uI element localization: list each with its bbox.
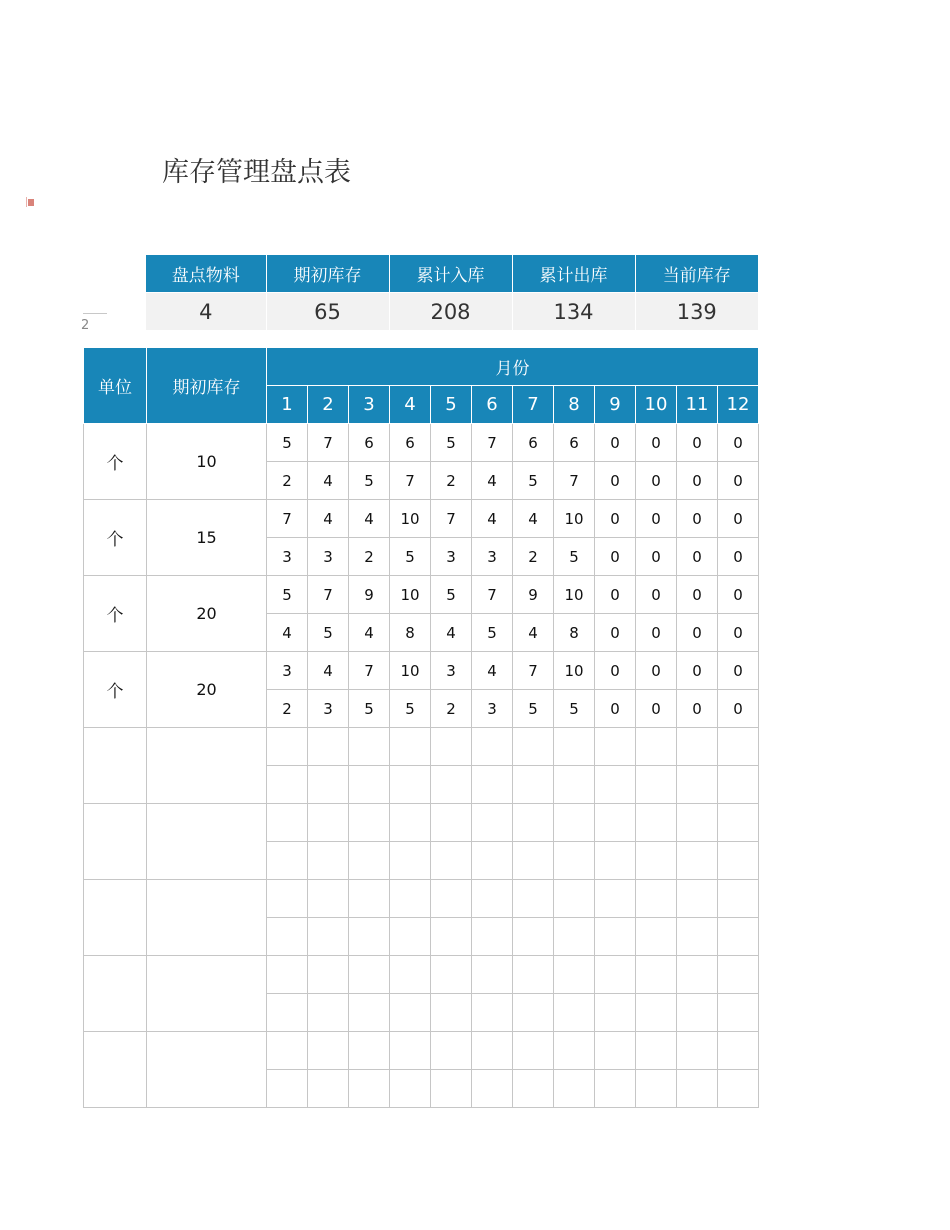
month-value-cell[interactable] [431,956,472,994]
month-value-cell[interactable]: 0 [636,576,677,614]
month-value-cell[interactable] [472,766,513,804]
month-value-cell[interactable]: 0 [718,538,759,576]
month-value-cell[interactable] [472,880,513,918]
month-value-cell[interactable] [431,728,472,766]
initial-stock-cell[interactable]: 10 [147,424,267,500]
month-value-cell[interactable] [595,804,636,842]
month-value-cell[interactable] [267,994,308,1032]
month-value-cell[interactable] [472,1032,513,1070]
month-value-cell[interactable] [636,804,677,842]
month-value-cell[interactable] [718,880,759,918]
month-value-cell[interactable] [554,804,595,842]
unit-cell[interactable]: 个 [84,424,147,500]
month-value-cell[interactable]: 0 [718,690,759,728]
month-value-cell[interactable]: 10 [554,576,595,614]
month-value-cell[interactable] [267,1070,308,1108]
month-value-cell[interactable]: 7 [308,424,349,462]
month-value-cell[interactable] [472,1070,513,1108]
month-value-cell[interactable] [718,842,759,880]
month-value-cell[interactable]: 0 [718,576,759,614]
month-value-cell[interactable] [513,880,554,918]
month-value-cell[interactable] [677,842,718,880]
month-value-cell[interactable]: 6 [554,424,595,462]
month-value-cell[interactable] [677,804,718,842]
month-value-cell[interactable]: 0 [677,690,718,728]
month-value-cell[interactable]: 10 [390,576,431,614]
month-value-cell[interactable]: 5 [349,462,390,500]
header-month-12: 12 [718,386,759,424]
cell-marker [28,199,34,206]
month-value-cell[interactable]: 5 [513,690,554,728]
month-value-cell[interactable] [636,994,677,1032]
month-value-cell[interactable] [267,1032,308,1070]
inventory-table [83,347,759,1108]
table-row [84,880,759,918]
month-value-cell[interactable]: 6 [513,424,554,462]
header-month-4: 4 [390,386,431,424]
month-value-cell[interactable] [349,766,390,804]
month-value-cell[interactable]: 10 [554,652,595,690]
month-value-cell[interactable]: 5 [349,690,390,728]
header-initial-stock: 期初库存 [147,348,267,424]
month-value-cell[interactable] [390,728,431,766]
month-value-cell[interactable]: 0 [595,424,636,462]
month-value-cell[interactable] [636,880,677,918]
month-value-cell[interactable] [513,956,554,994]
stub-divider [83,313,107,314]
header-month-10: 10 [636,386,677,424]
month-value-cell[interactable]: 0 [595,652,636,690]
month-value-cell[interactable] [390,1032,431,1070]
month-value-cell[interactable] [390,804,431,842]
month-value-cell[interactable]: 4 [308,500,349,538]
month-value-cell[interactable] [513,1032,554,1070]
month-value-cell[interactable]: 0 [718,652,759,690]
table-row [84,500,759,538]
month-value-cell[interactable]: 0 [718,614,759,652]
month-value-cell[interactable] [554,956,595,994]
month-value-cell[interactable] [349,842,390,880]
month-value-cell[interactable]: 8 [554,614,595,652]
unit-cell[interactable] [84,728,147,804]
initial-stock-cell[interactable]: 15 [147,500,267,576]
month-value-cell[interactable]: 10 [390,652,431,690]
month-value-cell[interactable] [636,842,677,880]
month-value-cell[interactable]: 0 [677,500,718,538]
summary-value-initial[interactable]: 65 [266,293,389,331]
month-value-cell[interactable]: 4 [349,500,390,538]
month-value-cell[interactable] [390,994,431,1032]
month-value-cell[interactable]: 0 [636,424,677,462]
month-value-cell[interactable] [554,1032,595,1070]
month-value-cell[interactable]: 7 [513,652,554,690]
month-value-cell[interactable] [349,956,390,994]
month-value-cell[interactable]: 4 [472,652,513,690]
month-value-cell[interactable] [636,1032,677,1070]
month-value-cell[interactable] [431,918,472,956]
month-value-cell[interactable] [308,994,349,1032]
month-value-cell[interactable] [595,1032,636,1070]
month-value-cell[interactable] [390,880,431,918]
month-value-cell[interactable] [595,918,636,956]
month-value-cell[interactable] [349,994,390,1032]
month-value-cell[interactable] [595,956,636,994]
month-value-cell[interactable]: 4 [349,614,390,652]
month-value-cell[interactable] [718,766,759,804]
month-value-cell[interactable] [308,766,349,804]
header-month-8: 8 [554,386,595,424]
summary-label-items: 盘点物料 [146,255,266,293]
unit-cell[interactable] [84,1032,147,1108]
month-value-cell[interactable]: 4 [308,462,349,500]
table-row [84,804,759,842]
month-value-cell[interactable]: 2 [431,462,472,500]
month-value-cell[interactable] [431,766,472,804]
month-value-cell[interactable] [677,918,718,956]
month-value-cell[interactable] [513,842,554,880]
month-value-cell[interactable] [308,956,349,994]
month-value-cell[interactable]: 7 [431,500,472,538]
month-value-cell[interactable] [718,804,759,842]
month-value-cell[interactable] [677,994,718,1032]
unit-cell[interactable]: 个 [84,500,147,576]
header-month-11: 11 [677,386,718,424]
month-value-cell[interactable] [472,728,513,766]
table-row [84,652,759,690]
month-value-cell[interactable]: 3 [431,652,472,690]
month-value-cell[interactable]: 0 [595,462,636,500]
table-row [84,576,759,614]
month-value-cell[interactable] [308,728,349,766]
month-value-cell[interactable]: 4 [513,614,554,652]
month-value-cell[interactable]: 3 [472,538,513,576]
table-row [84,1032,759,1070]
header-month-1: 1 [267,386,308,424]
initial-stock-cell[interactable] [147,1032,267,1108]
month-value-cell[interactable]: 7 [308,576,349,614]
month-value-cell[interactable] [472,918,513,956]
month-value-cell[interactable] [677,1032,718,1070]
summary-label-initial: 期初库存 [266,255,389,293]
summary-value-current[interactable]: 139 [635,293,758,331]
month-value-cell[interactable] [267,956,308,994]
month-value-cell[interactable] [677,728,718,766]
month-value-cell[interactable] [513,1070,554,1108]
initial-stock-cell[interactable] [147,728,267,804]
month-value-cell[interactable]: 3 [267,652,308,690]
summary-table [146,255,758,330]
month-value-cell[interactable]: 0 [595,500,636,538]
month-value-cell[interactable]: 0 [595,576,636,614]
month-value-cell[interactable]: 10 [390,500,431,538]
month-value-cell[interactable] [267,842,308,880]
month-value-cell[interactable]: 4 [513,500,554,538]
header-month: 月份 [267,348,759,386]
month-value-cell[interactable] [595,728,636,766]
month-value-cell[interactable]: 5 [431,576,472,614]
month-value-cell[interactable]: 5 [390,538,431,576]
month-value-cell[interactable] [308,842,349,880]
month-value-cell[interactable] [595,766,636,804]
month-value-cell[interactable]: 0 [677,462,718,500]
header-month-2: 2 [308,386,349,424]
header-month-7: 7 [513,386,554,424]
month-value-cell[interactable]: 3 [308,690,349,728]
month-value-cell[interactable] [677,1070,718,1108]
month-value-cell[interactable] [595,880,636,918]
month-value-cell[interactable]: 6 [390,424,431,462]
month-value-cell[interactable]: 2 [431,690,472,728]
month-value-cell[interactable] [390,956,431,994]
month-value-cell[interactable] [267,728,308,766]
summary-label-out: 累计出库 [512,255,635,293]
month-value-cell[interactable]: 2 [267,690,308,728]
month-value-cell[interactable] [390,842,431,880]
month-value-cell[interactable]: 0 [677,614,718,652]
month-value-cell[interactable] [513,766,554,804]
month-value-cell[interactable]: 7 [267,500,308,538]
month-value-cell[interactable] [472,842,513,880]
header-month-9: 9 [595,386,636,424]
month-value-cell[interactable]: 5 [513,462,554,500]
month-value-cell[interactable]: 0 [677,576,718,614]
month-value-cell[interactable] [636,766,677,804]
initial-stock-cell[interactable] [147,880,267,956]
month-value-cell[interactable]: 3 [431,538,472,576]
month-value-cell[interactable]: 3 [308,538,349,576]
month-value-cell[interactable] [554,918,595,956]
summary-value-in[interactable]: 208 [389,293,512,331]
header-month-6: 6 [472,386,513,424]
month-value-cell[interactable] [431,1070,472,1108]
initial-stock-cell[interactable]: 20 [147,652,267,728]
month-value-cell[interactable] [554,842,595,880]
month-value-cell[interactable] [267,918,308,956]
month-value-cell[interactable] [267,880,308,918]
month-value-cell[interactable] [677,956,718,994]
summary-label-in: 累计入库 [389,255,512,293]
month-value-cell[interactable] [718,956,759,994]
month-value-cell[interactable] [718,1070,759,1108]
month-value-cell[interactable]: 2 [349,538,390,576]
month-value-cell[interactable]: 5 [267,424,308,462]
month-value-cell[interactable] [718,1032,759,1070]
table-row [84,424,759,462]
header-row-top [84,348,759,386]
month-value-cell[interactable] [636,918,677,956]
month-value-cell[interactable] [513,728,554,766]
table-row [84,728,759,766]
month-value-cell[interactable] [636,728,677,766]
month-value-cell[interactable] [636,1070,677,1108]
month-value-cell[interactable] [472,994,513,1032]
month-value-cell[interactable] [431,1032,472,1070]
month-value-cell[interactable]: 0 [636,538,677,576]
month-value-cell[interactable]: 4 [308,652,349,690]
unit-cell[interactable]: 个 [84,652,147,728]
unit-cell[interactable]: 个 [84,576,147,652]
month-value-cell[interactable] [554,728,595,766]
month-value-cell[interactable]: 0 [636,500,677,538]
month-value-cell[interactable]: 0 [718,424,759,462]
month-value-cell[interactable] [308,804,349,842]
month-value-cell[interactable]: 7 [349,652,390,690]
initial-stock-cell[interactable] [147,804,267,880]
month-value-cell[interactable]: 5 [308,614,349,652]
month-value-cell[interactable]: 9 [349,576,390,614]
month-value-cell[interactable]: 3 [267,538,308,576]
month-value-cell[interactable] [472,804,513,842]
month-value-cell[interactable]: 5 [554,690,595,728]
header-unit: 单位 [84,348,147,424]
month-value-cell[interactable]: 0 [677,424,718,462]
month-value-cell[interactable] [390,918,431,956]
unit-cell[interactable] [84,956,147,1032]
unit-cell[interactable] [84,804,147,880]
month-value-cell[interactable] [718,918,759,956]
month-value-cell[interactable] [554,766,595,804]
month-value-cell[interactable] [349,804,390,842]
side-stub-text: 2 [81,318,90,333]
month-value-cell[interactable]: 6 [349,424,390,462]
month-value-cell[interactable]: 0 [718,462,759,500]
month-value-cell[interactable]: 0 [636,614,677,652]
month-value-cell[interactable]: 3 [472,690,513,728]
month-value-cell[interactable]: 0 [636,462,677,500]
month-value-cell[interactable]: 4 [472,500,513,538]
month-value-cell[interactable] [554,994,595,1032]
month-value-cell[interactable] [308,880,349,918]
month-value-cell[interactable] [267,766,308,804]
month-value-cell[interactable]: 9 [513,576,554,614]
month-value-cell[interactable] [308,918,349,956]
month-value-cell[interactable] [677,766,718,804]
month-value-cell[interactable]: 5 [267,576,308,614]
month-value-cell[interactable] [595,842,636,880]
month-value-cell[interactable] [349,1070,390,1108]
initial-stock-cell[interactable]: 20 [147,576,267,652]
month-value-cell[interactable] [554,880,595,918]
month-value-cell[interactable]: 5 [390,690,431,728]
month-value-cell[interactable] [267,804,308,842]
month-value-cell[interactable] [349,880,390,918]
month-value-cell[interactable] [390,766,431,804]
month-value-cell[interactable] [718,728,759,766]
month-value-cell[interactable] [431,842,472,880]
month-value-cell[interactable]: 0 [636,652,677,690]
month-value-cell[interactable]: 4 [431,614,472,652]
month-value-cell[interactable]: 2 [513,538,554,576]
month-value-cell[interactable] [349,1032,390,1070]
summary-label-current: 当前库存 [635,255,758,293]
month-value-cell[interactable] [677,880,718,918]
month-value-cell[interactable] [595,994,636,1032]
month-value-cell[interactable] [390,1070,431,1108]
header-month-3: 3 [349,386,390,424]
initial-stock-cell[interactable] [147,956,267,1032]
month-value-cell[interactable] [349,918,390,956]
month-value-cell[interactable]: 2 [267,462,308,500]
month-value-cell[interactable]: 0 [595,538,636,576]
month-value-cell[interactable] [595,1070,636,1108]
month-value-cell[interactable] [431,880,472,918]
month-value-cell[interactable]: 4 [267,614,308,652]
month-value-cell[interactable] [349,728,390,766]
month-value-cell[interactable] [513,994,554,1032]
month-value-cell[interactable] [554,1070,595,1108]
table-row [84,956,759,994]
month-value-cell[interactable]: 5 [472,614,513,652]
month-value-cell[interactable]: 10 [554,500,595,538]
summary-label-row [146,255,758,293]
month-value-cell[interactable]: 4 [472,462,513,500]
header-month-5: 5 [431,386,472,424]
month-value-cell[interactable] [718,994,759,1032]
month-value-cell[interactable]: 0 [595,690,636,728]
month-value-cell[interactable]: 7 [390,462,431,500]
month-value-cell[interactable]: 0 [677,652,718,690]
month-value-cell[interactable]: 5 [554,538,595,576]
unit-cell[interactable] [84,880,147,956]
month-value-cell[interactable]: 0 [677,538,718,576]
month-value-cell[interactable] [308,1070,349,1108]
summary-value-row [146,293,758,331]
month-value-cell[interactable]: 5 [431,424,472,462]
summary-value-items[interactable]: 4 [146,293,266,331]
month-value-cell[interactable]: 7 [472,576,513,614]
month-value-cell[interactable]: 0 [636,690,677,728]
month-value-cell[interactable] [431,994,472,1032]
month-value-cell[interactable] [472,956,513,994]
month-value-cell[interactable] [636,956,677,994]
month-value-cell[interactable]: 0 [595,614,636,652]
month-value-cell[interactable]: 8 [390,614,431,652]
page-title: 库存管理盘点表 [162,157,351,188]
cell-cursor-edge [26,197,27,207]
summary-value-out[interactable]: 134 [512,293,635,331]
month-value-cell[interactable]: 7 [472,424,513,462]
month-value-cell[interactable] [513,804,554,842]
month-value-cell[interactable] [431,804,472,842]
month-value-cell[interactable] [513,918,554,956]
month-value-cell[interactable]: 7 [554,462,595,500]
month-value-cell[interactable]: 0 [718,500,759,538]
month-value-cell[interactable] [308,1032,349,1070]
